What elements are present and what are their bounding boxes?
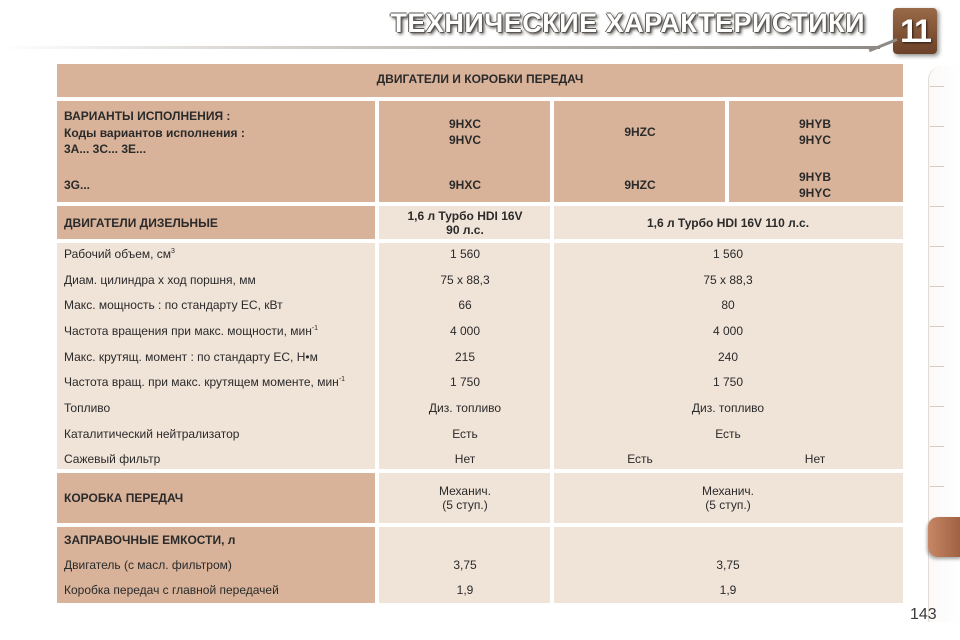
variants-title: ВАРИАНТЫ ИСПОЛНЕНИЯ :	[64, 109, 231, 123]
spec-label-text: Рабочий объем, см	[64, 247, 172, 261]
spec-value-1: 4 000	[449, 324, 481, 338]
side-tab-7[interactable]	[930, 326, 944, 327]
code-9hvc: 9HVC	[448, 133, 482, 147]
spec-label-particle-filter: Сажевый фильтр	[64, 452, 161, 466]
spec-value-2: 75 x 88,3	[703, 273, 753, 287]
side-tab-6[interactable]	[930, 286, 944, 287]
code-9hyb: 9HYB	[798, 117, 832, 131]
code-9hyc: 9HYC	[798, 133, 832, 147]
side-tab-4[interactable]	[930, 206, 944, 207]
spec-value-2: 80	[721, 298, 735, 312]
side-tab-11[interactable]	[930, 486, 944, 487]
engines-label: ДВИГАТЕЛИ ДИЗЕЛЬНЫЕ	[64, 216, 218, 230]
spec-value-2: 240	[717, 350, 739, 364]
filter-value-2b: Нет	[804, 452, 826, 466]
section-title: ДВИГАТЕЛИ И КОРОБКИ ПЕРЕДАЧ	[376, 72, 584, 86]
spec-label-sup: 3	[171, 248, 175, 255]
code-3g-9hxc: 9HXC	[448, 178, 482, 192]
gearbox-value-2-line2: (5 ступ.)	[705, 498, 751, 512]
spec-value-1: 66	[458, 298, 472, 312]
spec-label-power-rpm	[64, 324, 318, 338]
capacity-label-engine: Двигатель (с масл. фильтром)	[64, 558, 232, 572]
capacity-value-2: 3,75	[716, 558, 740, 572]
spec-value-1: 75 x 88,3	[440, 273, 490, 287]
side-tab-active[interactable]	[928, 517, 960, 557]
spec-value-1: Есть	[452, 427, 478, 441]
side-tab-5[interactable]	[930, 246, 944, 247]
chapter-tab[interactable]	[893, 8, 937, 54]
spec-value-2: Диз. топливо	[691, 401, 765, 415]
spec-label-displacement	[64, 247, 175, 261]
side-tab-1[interactable]	[930, 86, 944, 87]
spec-label-bore-stroke: Диам. цилиндра x ход поршня, мм	[64, 273, 256, 287]
side-tab-2[interactable]	[930, 126, 944, 127]
spec-label-sup: -1	[338, 376, 346, 383]
spec-value-1: Диз. топливо	[428, 401, 502, 415]
spec-value-1: 215	[454, 350, 476, 364]
spec-label-text: Частота вращения при макс. мощности, мин	[64, 324, 312, 338]
gearbox-value-2-line1: Механич.	[702, 484, 754, 498]
gearbox-value-1-line2: (5 ступ.)	[442, 498, 488, 512]
filter-value-2a: Есть	[627, 452, 653, 466]
side-tab-8[interactable]	[930, 366, 944, 367]
side-tab-9[interactable]	[930, 406, 944, 407]
header-rule	[0, 46, 880, 49]
engine1-power: 90 л.с.	[446, 223, 484, 237]
spec-value-1: 1 560	[449, 247, 481, 261]
page-title: ТЕХНИЧЕСКИЕ ХАРАКТЕРИСТИКИ	[390, 8, 865, 38]
capacity-value-1: 3,75	[453, 558, 477, 572]
code-9hzc: 9HZC	[624, 125, 656, 139]
side-tab-3[interactable]	[930, 166, 944, 167]
gearbox-value-1-line1: Механич.	[439, 484, 491, 498]
side-tab-10[interactable]	[930, 446, 944, 447]
filter-value-1: Нет	[454, 452, 476, 466]
spec-label-fuel: Топливо	[64, 401, 111, 415]
capacities-label: ЗАПРАВОЧНЫЕ ЕМКОСТИ, л	[64, 533, 236, 547]
spec-value-1: 1 750	[449, 375, 481, 389]
variants-codes-3g: 3G...	[64, 178, 91, 192]
code-3g-9hyb: 9HYB	[798, 170, 832, 184]
spec-label-max-power: Макс. мощность : по стандарту ЕС, кВт	[64, 298, 283, 312]
spec-label-sup: -1	[311, 325, 319, 332]
capacity-value-2: 1,9	[719, 583, 737, 597]
gearbox-label: КОРОБКА ПЕРЕДАЧ	[64, 491, 184, 505]
capacity-value-1: 1,9	[456, 583, 474, 597]
spec-label-torque-rpm	[64, 375, 345, 389]
chapter-number: 11	[900, 12, 930, 49]
engine1-name: 1,6 л Турбо HDI 16V	[407, 209, 523, 223]
spec-value-2: 4 000	[712, 324, 744, 338]
spec-label-max-torque: Макс. крутящ. момент : по стандарту ЕС, Н•м	[64, 350, 318, 364]
spec-label-catalyst: Каталитический нейтрализатор	[64, 427, 240, 441]
variants-codes-label: Коды вариантов исполнения :	[64, 126, 245, 140]
spec-value-2: 1 560	[712, 247, 744, 261]
spec-value-2: Есть	[715, 427, 741, 441]
capacity-label-gearbox: Коробка передач с главной передачей	[64, 583, 279, 597]
spec-value-2: 1 750	[712, 375, 744, 389]
engine2-name: 1,6 л Турбо HDI 16V 110 л.с.	[646, 216, 810, 230]
variants-codes-3a: 3A... 3C... 3E...	[64, 142, 147, 156]
page-number: 143	[910, 606, 937, 623]
code-3g-9hzc: 9HZC	[624, 178, 656, 192]
code-9hxc: 9HXC	[448, 117, 482, 131]
code-3g-9hyc: 9HYC	[798, 186, 832, 200]
spec-label-text: Частота вращ. при макс. крутящем моменте, мин	[64, 375, 339, 389]
